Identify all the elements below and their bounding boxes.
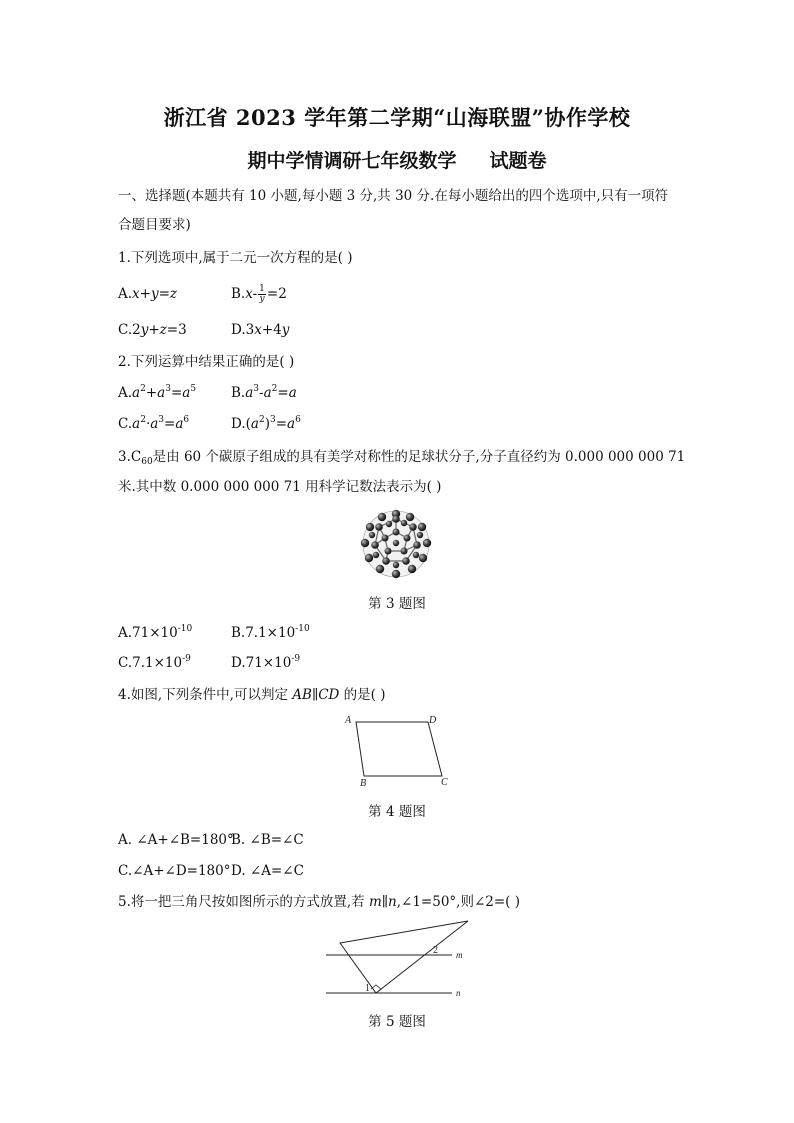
q1-stem: 1.下列选项中,属于二元一次方程的是( ) — [118, 250, 353, 266]
vertex-label-d: D — [429, 715, 437, 726]
vertex-label-a: A — [345, 715, 352, 726]
q5-triangle-ruler-figure — [320, 915, 480, 1000]
section-heading-line2: 合题目要求) — [118, 217, 191, 233]
exam-subtitle: 期中学情调研七年级数学 试题卷 — [247, 150, 547, 172]
q4-option-c: C.∠A+∠D=180° — [118, 863, 231, 879]
q4-option-b: B. ∠B=∠C — [231, 832, 304, 848]
q3-stem-line1: $3.C_{60}$是由 60 个碳原子组成的具有美学对称性的足球状分子,分子直径约为 0.000 000 000 71 — [118, 449, 686, 467]
q1-option-c: C.2y+z=3 — [118, 322, 187, 338]
q4-stem: 4.如图,下列条件中,可以判定 AB∥CD 的是( ) — [118, 687, 386, 703]
fraction: $\frac{1}{y}$ — [259, 284, 265, 304]
q3-option-a: $A.71\times 10^{-10}$ — [118, 624, 193, 641]
q1-option-b: B.x- $\frac{1}{y}$ =2 — [231, 284, 287, 304]
q2-option-b: $B.a^3-a^2=a$ — [231, 384, 297, 401]
vertex-label-b: B — [360, 778, 367, 789]
q2-stem: 2.下列运算中结果正确的是( ) — [118, 354, 295, 370]
q3-stem-line2: 米.其中数 0.000 000 000 71 用科学记数法表示为( ) — [118, 479, 442, 495]
section-heading-line1: 一、选择题(本题共有 10 小题,每小题 3 分,共 30 分.在每小题给出的四个选项中,只有一项符 — [118, 188, 669, 204]
parallelogram-abcd — [356, 722, 442, 776]
q5-figure-caption: 第 5 题图 — [368, 1014, 426, 1030]
vertex-label-c: C — [441, 777, 448, 788]
q2-option-a: $A.a^2+a^3=a^5$ — [118, 384, 197, 401]
triangle-ruler — [340, 921, 468, 993]
q2-option-c: $C.a^2\cdot a^3=a^6$ — [118, 415, 190, 432]
line-label-m: m — [456, 950, 463, 960]
q3-option-c: $C.7.1\times 10^{-9}$ — [118, 654, 191, 671]
q2-option-d: $D.(a^2)^3=a^6$ — [231, 415, 301, 432]
angle-label-2: 2 — [433, 945, 438, 956]
q4-parallelogram-figure — [340, 710, 460, 790]
angle-label-1: 1 — [365, 983, 370, 994]
q4-option-a: A. ∠A+∠B=180° — [118, 832, 234, 848]
q3-option-b: $B.7.1\times 10^{-10}$ — [231, 624, 310, 641]
q1-option-d: D.3x+4y — [231, 322, 290, 338]
q1-option-a: A.x+y=z — [118, 286, 178, 302]
fullerene-molecule-image — [356, 505, 436, 583]
q5-stem: 5.将一把三角尺按如图所示的方式放置,若 m∥n,∠1=50°,则∠2=( ) — [118, 894, 520, 910]
line-label-n: n — [456, 988, 461, 998]
q4-figure-caption: 第 4 题图 — [368, 804, 426, 820]
q4-option-d: D. ∠A=∠C — [231, 863, 304, 879]
q3-option-d: $D.71\times 10^{-9}$ — [231, 654, 301, 671]
exam-title: 浙江省 2023 学年第二学期“山海联盟”协作学校 — [163, 105, 631, 130]
q3-figure-caption: 第 3 题图 — [368, 596, 426, 612]
